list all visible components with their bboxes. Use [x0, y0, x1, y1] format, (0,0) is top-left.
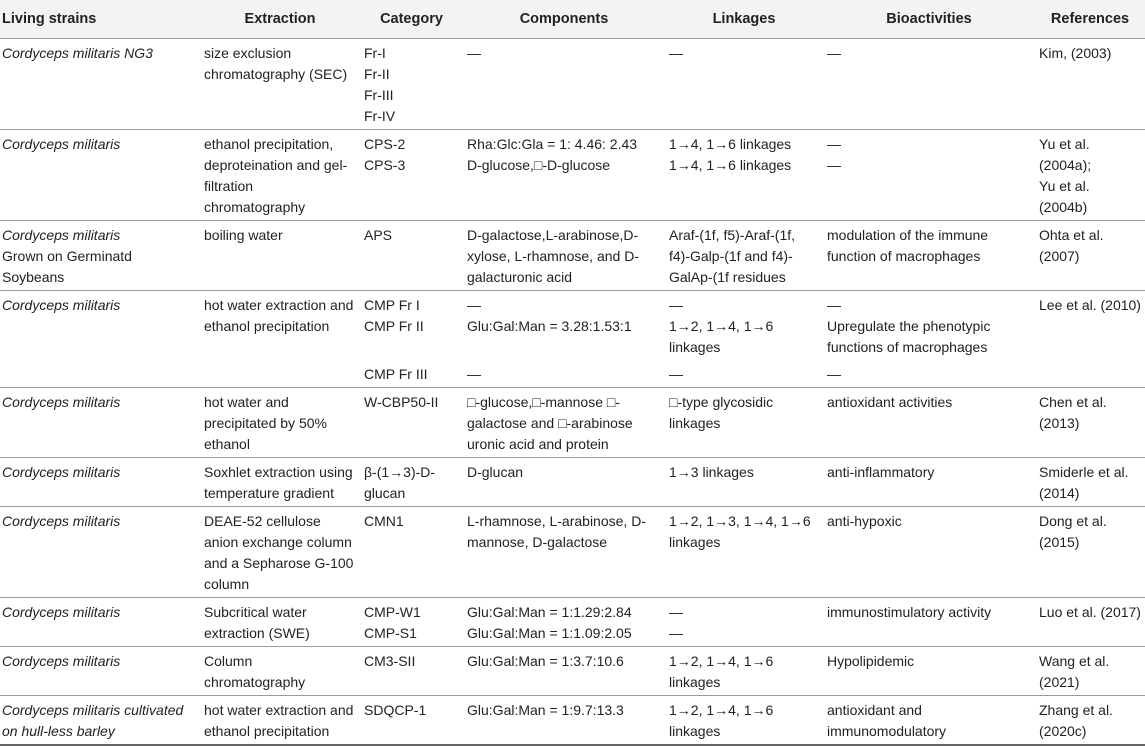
linkages-value: 1→2, 1→3, 1→4, 1→6 linkages [669, 513, 811, 550]
references-value: Ohta et al. (2007) [1039, 227, 1104, 264]
strain-name: Cordyceps militaris [2, 653, 121, 669]
cell-extraction: hot water extraction and ethanol precipitation [204, 702, 354, 739]
components-value: Glu:Gal:Man = 3.28:1.53:1 [467, 318, 632, 334]
cell-category [360, 39, 463, 130]
components-value: — [467, 366, 481, 382]
cell-components [463, 360, 665, 388]
cell-components [463, 221, 665, 291]
cell-category [360, 360, 463, 388]
header-living-strains: Living strains [0, 0, 200, 39]
strain-name: Cordyceps militaris cultivated on hull-less barley [2, 702, 184, 739]
linkages-value: — [669, 625, 683, 641]
cell-linkages [665, 598, 823, 647]
components-value: Glu:Gal:Man = 1:3.7:10.6 [467, 653, 624, 669]
bioactivities-value: immunostimulatory activity [827, 604, 992, 620]
cell-references [1035, 130, 1145, 221]
category-value: CM3-SII [364, 653, 416, 669]
cell-components [463, 696, 665, 746]
linkages-value: Araf-(1f, f5)-Araf-(1f, f4)-Galp-(1f and f4)-GalAp-(1f residues [669, 227, 796, 285]
cell-references [1035, 388, 1145, 458]
category-value: CMP Fr I [364, 297, 420, 313]
category-value: β-(1→3)-D-glucan [364, 464, 436, 501]
cell-category [360, 130, 463, 221]
components-value: D-galactose,L-arabinose,D-xylose, L-rhamnose, and D-galacturonic acid [467, 227, 639, 285]
cell-extraction: size exclusion chromatography (SEC) [204, 45, 348, 82]
strain-name: Cordyceps militaris [2, 227, 121, 243]
linkages-value: 1→2, 1→4, 1→6 linkages [669, 653, 774, 690]
cell-linkages [665, 360, 823, 388]
cell-extraction: boiling water [204, 227, 283, 243]
cell-extraction: hot water and precipitated by 50% ethanol [204, 394, 327, 452]
cell-extraction: ethanol precipitation, deproteination and gel-filtration chromatography [204, 136, 348, 215]
cell-components [463, 130, 665, 221]
linkages-value: 1→2, 1→4, 1→6 linkages [669, 318, 774, 355]
header-extraction: Extraction [200, 0, 360, 39]
cell-living-strain [0, 360, 200, 388]
cell-references [1035, 696, 1145, 746]
linkages-value: 1→4, 1→6 linkages [669, 157, 792, 173]
cell-references [1035, 598, 1145, 647]
cell-references [1035, 360, 1145, 388]
cell-linkages [665, 291, 823, 361]
cell-extraction: hot water extraction and ethanol precipitation [204, 297, 354, 334]
components-value: D-glucose,□-D-glucose [467, 157, 611, 173]
cell-living-strain [0, 388, 200, 458]
category-value: W-CBP50-II [364, 394, 439, 410]
table-row [0, 458, 1145, 507]
cell-linkages [665, 388, 823, 458]
components-value: Glu:Gal:Man = 1:9.7:13.3 [467, 702, 624, 718]
cell-bioactivities [823, 647, 1035, 696]
strain-name: Cordyceps militaris [2, 604, 121, 620]
table-row [0, 39, 1145, 130]
components-value: Glu:Gal:Man = 1:1.29:2.84 [467, 604, 632, 620]
header-row [0, 0, 1145, 39]
cell-bioactivities [823, 458, 1035, 507]
linkages-value: — [669, 604, 683, 620]
bioactivities-value: — [827, 366, 841, 382]
cell-living-strain [0, 507, 200, 598]
table-row [0, 647, 1145, 696]
references-value: Luo et al. (2017) [1039, 604, 1141, 620]
cell-extraction: Soxhlet extraction using temperature gradient [204, 464, 353, 501]
cell-references [1035, 39, 1145, 130]
components-value: D-glucan [467, 464, 524, 480]
bioactivities-value: — [827, 157, 841, 173]
cell-linkages [665, 221, 823, 291]
bioactivities-value: — [827, 136, 841, 152]
cell-bioactivities [823, 507, 1035, 598]
table-row [0, 598, 1145, 647]
references-value: Chen et al. (2013) [1039, 394, 1107, 431]
cell-category [360, 598, 463, 647]
header-bioactivities: Bioactivities [823, 0, 1035, 39]
strain-name: Cordyceps militaris [2, 297, 121, 313]
cell-linkages [665, 39, 823, 130]
references-value: Wang et al. (2021) [1039, 653, 1110, 690]
components-value: □-glucose,□-mannose □-galactose and □-arabinose uronic acid and protein [467, 394, 633, 452]
strain-name: Cordyceps militaris [2, 513, 121, 529]
header-linkages: Linkages [665, 0, 823, 39]
cell-category [360, 388, 463, 458]
bioactivities-value: anti-inflammatory [827, 464, 935, 480]
category-value: CMP Fr III [364, 366, 428, 382]
cell-linkages [665, 130, 823, 221]
cell-category [360, 221, 463, 291]
components-value: — [467, 45, 481, 61]
cell-linkages [665, 507, 823, 598]
linkages-value: — [669, 45, 683, 61]
components-value: Glu:Gal:Man = 1:1.09:2.05 [467, 625, 632, 641]
category-value: Fr-III [364, 87, 394, 103]
cell-living-strain [0, 291, 200, 361]
cell-bioactivities [823, 291, 1035, 361]
table-row [0, 291, 1145, 361]
cell-references [1035, 647, 1145, 696]
components-value: Rha:Glc:Gla = 1: 4.46: 2.43 [467, 136, 638, 152]
category-value: CMN1 [364, 513, 404, 529]
linkages-value: □-type glycosidic linkages [669, 394, 774, 431]
linkages-value: — [669, 366, 683, 382]
category-value: Fr-IV [364, 108, 396, 124]
cell-extraction: Column chromatography [204, 653, 306, 690]
references-value: Zhang et al. (2020c) [1039, 702, 1113, 739]
cell-components [463, 598, 665, 647]
bioactivities-value: Hypolipidemic [827, 653, 915, 669]
cell-extraction: Subcritical water extraction (SWE) [204, 604, 310, 641]
cell-category [360, 647, 463, 696]
cell-references [1035, 221, 1145, 291]
linkages-value: 1→4, 1→6 linkages [669, 136, 792, 152]
bioactivities-value: antioxidant and immunomodulatory [827, 702, 947, 739]
bioactivities-value: — [827, 45, 841, 61]
linkages-value: — [669, 297, 683, 313]
cell-linkages [665, 458, 823, 507]
references-value: Kim, (2003) [1039, 45, 1112, 61]
strain-name: Cordyceps militaris [2, 394, 121, 410]
cell-components [463, 39, 665, 130]
cell-bioactivities [823, 39, 1035, 130]
category-value: CPS-2 [364, 136, 406, 152]
table-body [0, 39, 1145, 746]
strain-name: Cordyceps militaris [2, 464, 121, 480]
table-row [0, 507, 1145, 598]
bioactivities-value: anti-hypoxic [827, 513, 902, 529]
cell-bioactivities [823, 130, 1035, 221]
header-components: Components [463, 0, 665, 39]
cell-bioactivities [823, 360, 1035, 388]
references-value: Dong et al. (2015) [1039, 513, 1107, 550]
strain-name: Cordyceps militaris [2, 136, 121, 152]
cell-bioactivities [823, 696, 1035, 746]
cell-linkages [665, 696, 823, 746]
cell-components [463, 507, 665, 598]
cell-linkages [665, 647, 823, 696]
cell-components [463, 291, 665, 361]
bioactivities-value: Upregulate the phenotypic functions of macrophages [827, 318, 991, 355]
cell-components [463, 458, 665, 507]
cell-references [1035, 507, 1145, 598]
cell-living-strain [0, 130, 200, 221]
category-value: APS [364, 227, 393, 243]
table-row [0, 360, 1145, 388]
bioactivities-value: — [827, 297, 841, 313]
cell-living-strain [0, 696, 200, 746]
category-value: CMP-S1 [364, 625, 417, 641]
cell-category [360, 507, 463, 598]
table-row [0, 388, 1145, 458]
strain-note: Grown on Germinatd Soybeans [2, 248, 132, 285]
category-value: Fr-I [364, 45, 386, 61]
cell-references [1035, 458, 1145, 507]
table-row [0, 130, 1145, 221]
cell-living-strain [0, 598, 200, 647]
cell-living-strain [0, 39, 200, 130]
table-row [0, 221, 1145, 291]
linkages-value: 1→3 linkages [669, 464, 754, 480]
cell-living-strain [0, 458, 200, 507]
references-value: Smiderle et al. (2014) [1039, 464, 1129, 501]
components-value: L-rhamnose, L-arabinose, D-mannose, D-galactose [467, 513, 646, 550]
references-value: Yu et al. (2004a); [1039, 136, 1092, 173]
cell-category [360, 696, 463, 746]
cell-extraction: DEAE-52 cellulose anion exchange column and a Sepharose G-100 column [204, 513, 354, 592]
cell-extraction [200, 360, 360, 388]
category-value: Fr-II [364, 66, 390, 82]
category-value: SDQCP-1 [364, 702, 427, 718]
cell-category [360, 458, 463, 507]
cell-category [360, 291, 463, 361]
table-row [0, 696, 1145, 746]
cell-components [463, 647, 665, 696]
cell-references [1035, 291, 1145, 361]
references-value: Yu et al. (2004b) [1039, 178, 1090, 215]
cell-living-strain [0, 221, 200, 291]
cell-bioactivities [823, 598, 1035, 647]
bioactivities-value: modulation of the immune function of macrophages [827, 227, 989, 264]
strain-name: Cordyceps militaris NG3 [2, 45, 153, 61]
cell-components [463, 388, 665, 458]
category-value: CPS-3 [364, 157, 406, 173]
references-value: Lee et al. (2010) [1039, 297, 1141, 313]
category-value: CMP-W1 [364, 604, 421, 620]
cell-living-strain [0, 647, 200, 696]
linkages-value: 1→2, 1→4, 1→6 linkages [669, 702, 774, 739]
cell-bioactivities [823, 221, 1035, 291]
header-references: References [1035, 0, 1145, 39]
category-value: CMP Fr II [364, 318, 424, 334]
components-value: — [467, 297, 481, 313]
header-category: Category [360, 0, 463, 39]
bioactivities-value: antioxidant activities [827, 394, 953, 410]
cell-bioactivities [823, 388, 1035, 458]
